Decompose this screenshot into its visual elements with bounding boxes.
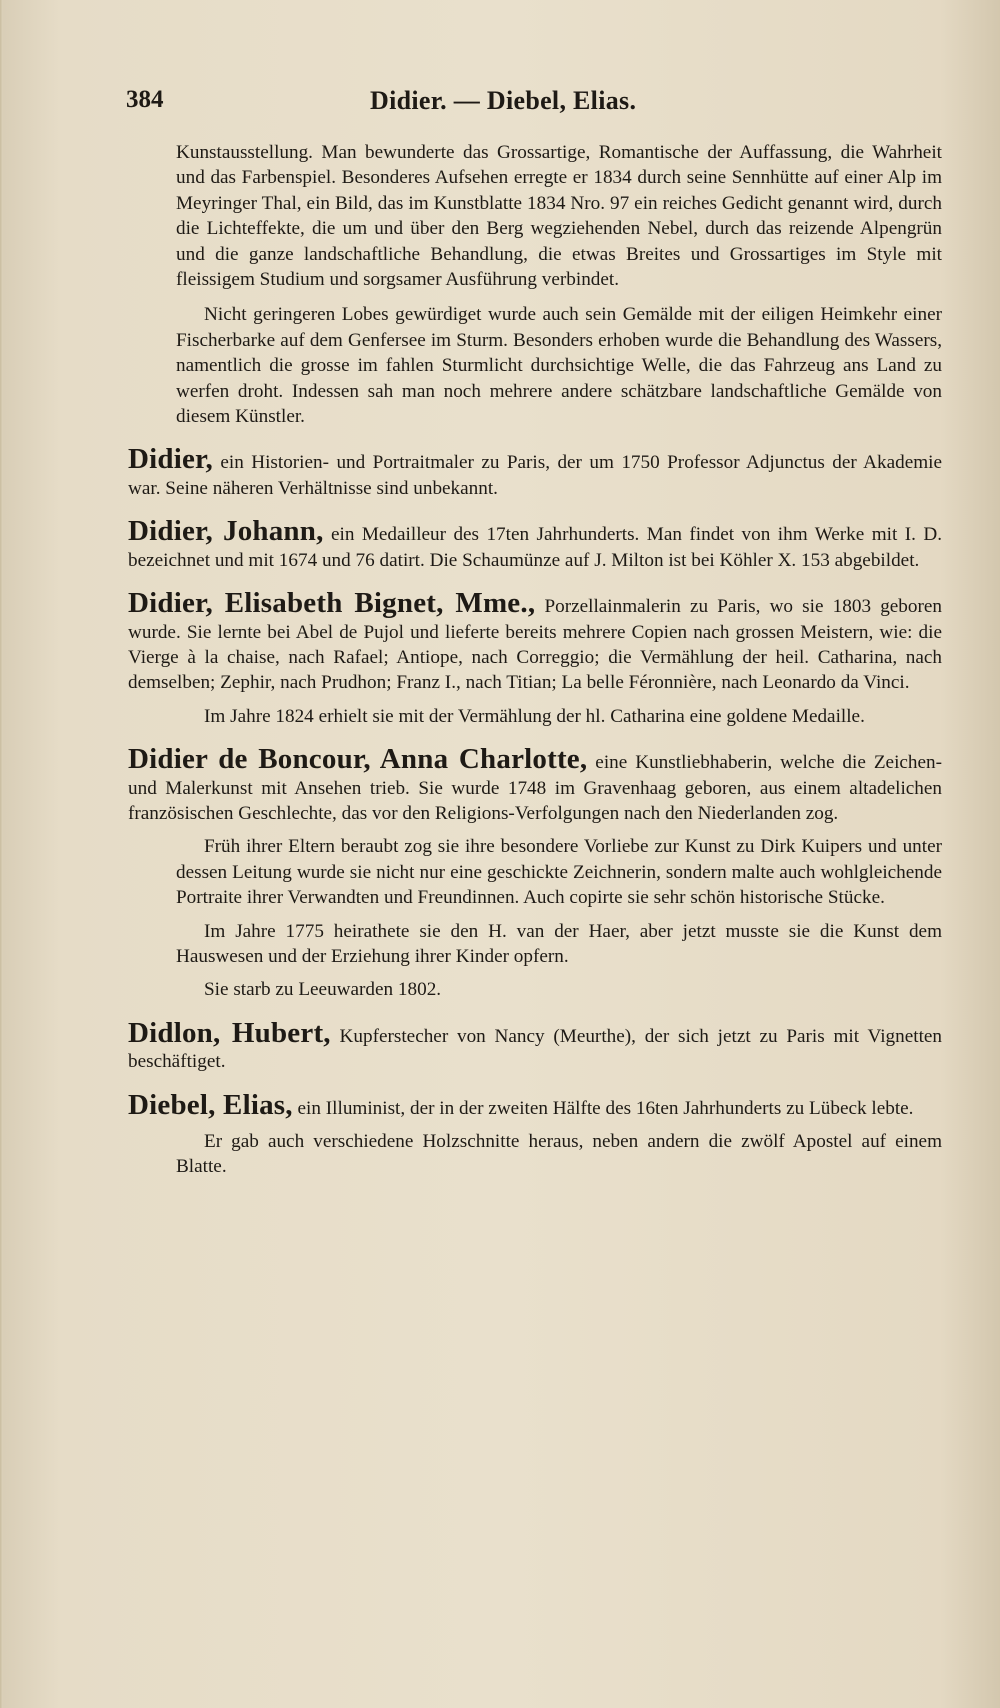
- page-number: 384: [126, 86, 164, 113]
- entry-headword: Didier,: [128, 443, 213, 476]
- entry-paragraph: Sie starb zu Leeuwarden 1802.: [204, 979, 442, 1001]
- entry-first-paragraph: [128, 743, 943, 826]
- continuation-paragraph: Kunstausstellung. Man bewunderte das Grossartige, Romantische der Auffassung, die Wahrheit und das Farbenspiel. Besonderes Aufsehen erregte er 1834 durch seine Sennhütte auf einer Alp im Meyringer Thal, ein Bild, das im Kunstblatte 1834 Nro. 97 ein reiches Gedicht genannt wird, durch die Lichteffekte, die um und über den Berg wegziehenden Nebel, durch das reizende Alpengrün und die ganze landschaftliche Behandlung, die etwas Breites und Grossartiges im Style mit fleissigem Studium und sorgsamer Ausführung verbindet.: [176, 142, 942, 291]
- page-left-edge: [0, 0, 3, 1708]
- running-head: Didier. — Diebel, Elias.: [370, 86, 637, 115]
- entry-text: ein Historien- und Portraitmaler zu Paris, der um 1750 Professor Adjunctus der Akademie war. Seine näheren Verhältnisse sind unbekannt.: [128, 452, 942, 499]
- entry-first-paragraph: [128, 1088, 942, 1121]
- entry-headword: Diebel, Elias,: [128, 1088, 293, 1121]
- entry-first-paragraph: [128, 587, 942, 696]
- page-body: [128, 140, 943, 1188]
- entry-paragraph: Früh ihrer Eltern beraubt zog sie ihre besondere Vorliebe zur Kunst zu Dirk Kuipers und unter dessen Leitung wurde sie nicht nur eine geschickte Zeichnerin, sondern malte auch wohlgleichende Portraite ihrer Verwandten und Freundinnen. Auch copirte sie sehr schön historische Stücke.: [176, 836, 942, 909]
- entry-paragraph: Im Jahre 1824 erhielt sie mit der Vermählung der hl. Catharina eine goldene Medaille.: [204, 705, 865, 727]
- entry-list: [128, 443, 943, 1179]
- entry-text: ein Illuminist, der in der zweiten Hälfte des 16ten Jahrhunderts zu Lübeck lebte.: [292, 1097, 914, 1119]
- entry-paragraph: Im Jahre 1775 heirathete sie den H. van der Haer, aber jetzt musste sie die Kunst dem Hauswesen und der Erziehung ihrer Kinder opfern.: [176, 920, 942, 967]
- dictionary-entry: [128, 515, 942, 573]
- entry-paragraph: Er gab auch verschiedene Holzschnitte heraus, neben andern die zwölf Apostel auf einem Blatte.: [176, 1131, 942, 1178]
- dictionary-entry: [128, 587, 942, 729]
- entry-text: eine Kunstliebhaberin, welche die Zeichen- und Malerkunst mit Ansehen trieb. Sie wurde 1748 im Gravenhaag geboren, aus einem altadelichen französischen Geschlechte, das vor den Religions-Verfolgungen nach den Niederlanden zog.: [128, 752, 943, 824]
- dictionary-entry: [128, 443, 942, 501]
- entry-headword: Didier, Elisabeth Bignet, Mme.,: [128, 587, 536, 620]
- dictionary-entry: [128, 1088, 942, 1180]
- entry-first-paragraph: [128, 515, 942, 573]
- dictionary-entry: [128, 743, 943, 1003]
- entry-text: Porzellainmalerin zu Paris, wo sie 1803 geboren wurde. Sie lernte bei Abel de Pujol und lieferte bereits mehrere Copien nach grossen Meistern, wie: die Vierge à la chaise, nach Rafael; Antiope, nach Correggio; die Vermählung der heil. Catharina, nach demselben; Zephir, nach Prudhon; Franz I., nach Titian; La belle Féronnière, nach Leonardo da Vinci.: [128, 596, 942, 694]
- continuation-paragraph: Nicht geringeren Lobes gewürdiget wurde auch sein Gemälde mit der eiligen Heimkehr einer Fischerbarke auf dem Genfersee im Sturm. Besonders erhoben wurde die Behandlung des Wassers, namentlich die grosse im fahlen Sturmlicht durchsichtige Welle, die das Fahrzeug ans Land zu werfen droht. Indessen sah man noch mehrere andere schätzbare landschaftliche Gemälde von diesem Künstler.: [176, 304, 942, 428]
- entry-first-paragraph: [128, 1016, 943, 1075]
- entry-text: ein Medailleur des 17ten Jahrhunderts. Man findet von ihm Werke mit I. D. bezeichnet und mit 1674 und 76 datirt. Die Schaumünze auf J. Milton ist bei Köhler X. 153 abgebildet.: [128, 524, 942, 571]
- entry-text: Kupferstecher von Nancy (Meurthe), der sich jetzt zu Paris mit Vignetten beschäftiget.: [128, 1025, 943, 1073]
- entry-headword: Didlon, Hubert,: [128, 1016, 331, 1049]
- page-header: [126, 86, 926, 126]
- entry-first-paragraph: [128, 443, 942, 501]
- dictionary-entry: [128, 1016, 943, 1075]
- entry-headword: Didier, Johann,: [128, 515, 324, 548]
- entry-headword: Didier de Boncour, Anna Charlotte,: [128, 743, 588, 776]
